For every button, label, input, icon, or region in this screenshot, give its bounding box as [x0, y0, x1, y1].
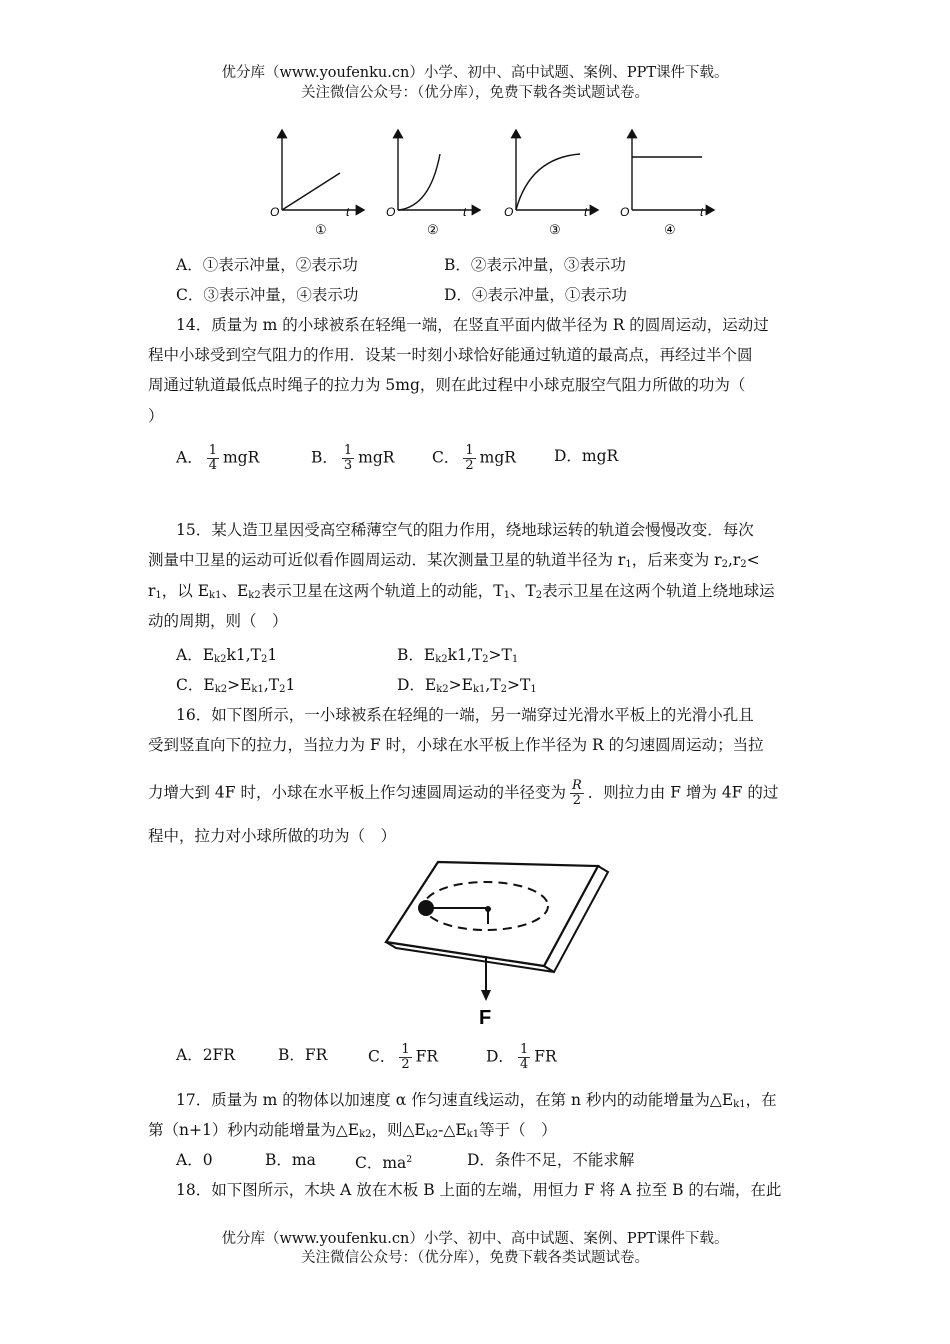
- q17-option-c: C．$ma^2$: [355, 1154, 413, 1172]
- q16-text-line4: 程中，拉力对小球所做的功为（ ）: [148, 827, 397, 845]
- q17-text-line2: 第（n+1）秒内动能增量为$\triangle E_{k2}$，则$\triangle E_{k2}-\triangle E_{k1}$等于（ ）: [148, 1121, 557, 1140]
- q18-text-line1: 18．如下图所示，木块 A 放在木板 B 上面的左端，用恒力 F 将 A 拉至 B 的右端，在此: [176, 1181, 782, 1199]
- graph-3: [504, 130, 598, 238]
- graph-3-curve: [516, 154, 580, 210]
- q16-option-d: D． $\frac{1}{4}$ FR: [486, 1042, 557, 1072]
- graph-1-curve: [282, 173, 340, 210]
- q13-option-a: A．①表示冲量，②表示功: [176, 256, 358, 274]
- hole: [485, 906, 491, 912]
- q14-text-line1: 14．质量为 m 的小球被系在轻绳一端，在竖直平面内做半径为 R 的圆周运动，运动过: [176, 316, 769, 334]
- q16-text-line1: 16．如下图所示，一小球被系在轻绳的一端，另一端穿过光滑水平板上的光滑小孔且: [176, 706, 754, 724]
- q14-option-a: A． $\frac{1}{4}$ mgR: [176, 443, 260, 473]
- q14-option-d: D．mgR: [554, 447, 619, 465]
- graph-label: ④: [664, 223, 676, 238]
- q13-option-d: D．④表示冲量，①表示功: [444, 286, 627, 304]
- q14-option-b: B． $\frac{1}{3}$ mgR: [311, 443, 395, 473]
- q17-option-d: D．条件不足，不能求解: [467, 1151, 635, 1169]
- q16-option-a: A．2FR: [176, 1046, 235, 1064]
- page-footer-line1: 优分库（www.youfenku.cn）小学、初中、高中试题、案例、PPT课件下载。: [221, 1231, 729, 1247]
- q15-text-line3: $r_1$，以 $E_{k1}$、$E_{k2}$表示卫星在这两个轨道上的动能，$T_1$、$T_2$表示卫星在这两个轨道上绕地球运: [148, 582, 775, 601]
- q13-option-c: C．③表示冲量，④表示功: [176, 286, 359, 304]
- axis-label: t: [346, 205, 350, 219]
- ball: [418, 900, 434, 916]
- q16-figure: [380, 858, 610, 1030]
- q15-option-d: D．$E_{k2}>E_{k1},T_2>T_1$: [397, 676, 537, 695]
- page-header-line2: 关注微信公众号：（优分库），免费下载各类试题试卷。: [301, 85, 649, 101]
- q17-option-a: A．0: [176, 1151, 213, 1169]
- force-label: F: [479, 1007, 492, 1029]
- q14-text-line4: ）: [148, 407, 164, 425]
- q15-option-c: C．$E_{k2}>E_{k1},T_21$: [176, 676, 296, 695]
- origin-label: O: [270, 205, 280, 219]
- axis-label: t: [463, 205, 467, 219]
- axis-label: t: [700, 205, 704, 219]
- graph-label: ②: [427, 223, 439, 238]
- q17-option-b: B．ma: [265, 1151, 316, 1169]
- q17-text-line1: 17．质量为 m 的物体以加速度 α 作匀速直线运动，在第 n 秒内的动能增量为$\triangle E_{k1}$，在: [176, 1091, 777, 1110]
- q16-option-b: B．FR: [278, 1046, 328, 1064]
- q14-text-line2: 程中小球受到空气阻力的作用．设某一时刻小球恰好能通过轨道的最高点，再经过半个圆: [148, 346, 753, 364]
- graph-1: [270, 130, 364, 238]
- q14-text-line3: 周通过轨道最低点时绳子的拉力为 5mg，则在此过程中小球克服空气阻力所做的功为（: [148, 376, 746, 394]
- q16-text-line3: 力增大到 4F 时，小球在水平板上作匀速圆周运动的半径变为 $\frac{R}{2}$ ．则拉力由 F 增为 4F 的过: [148, 778, 779, 808]
- page-footer-line2: 关注微信公众号：（优分库），免费下载各类试题试卷。: [301, 1250, 649, 1266]
- q15-text-line1: 15．某人造卫星因受高空稀薄空气的阻力作用，绕地球运转的轨道会慢慢改变．每次: [176, 521, 754, 539]
- q16-option-c: C． $\frac{1}{2}$ FR: [368, 1042, 439, 1072]
- origin-label: O: [386, 205, 396, 219]
- q16-text-line2: 受到竖直向下的拉力，当拉力为 F 时，小球在水平板上作半径为 R 的匀速圆周运动；当拉: [148, 736, 764, 754]
- graph-2-curve: [398, 154, 440, 210]
- origin-label: O: [620, 205, 630, 219]
- axis-label: t: [584, 205, 588, 219]
- graph-label: ③: [549, 223, 561, 238]
- graph-label: ①: [315, 223, 327, 238]
- graph-2: [386, 130, 480, 238]
- graph-4: [620, 130, 714, 238]
- q15-option-a: A．$E_{k2}k1,T_21$: [176, 646, 278, 665]
- q13-option-b: B．②表示冲量，③表示功: [444, 256, 626, 274]
- origin-label: O: [504, 205, 514, 219]
- page-header-line1: 优分库（www.youfenku.cn）小学、初中、高中试题、案例、PPT课件下载。: [221, 65, 729, 81]
- q15-text-line4: 动的周期，则（ ）: [148, 612, 288, 630]
- q14-option-c: C． $\frac{1}{2}$ mgR: [432, 443, 516, 473]
- graph-figure: [260, 122, 720, 242]
- q15-option-b: B．$E_{k2}k1,T_2>T_1$: [397, 646, 519, 665]
- q15-text-line2: 测量中卫星的运动可近似看作圆周运动．某次测量卫星的轨道半径为 $r_1$，后来变为 $r_2,r_2<$: [148, 551, 760, 570]
